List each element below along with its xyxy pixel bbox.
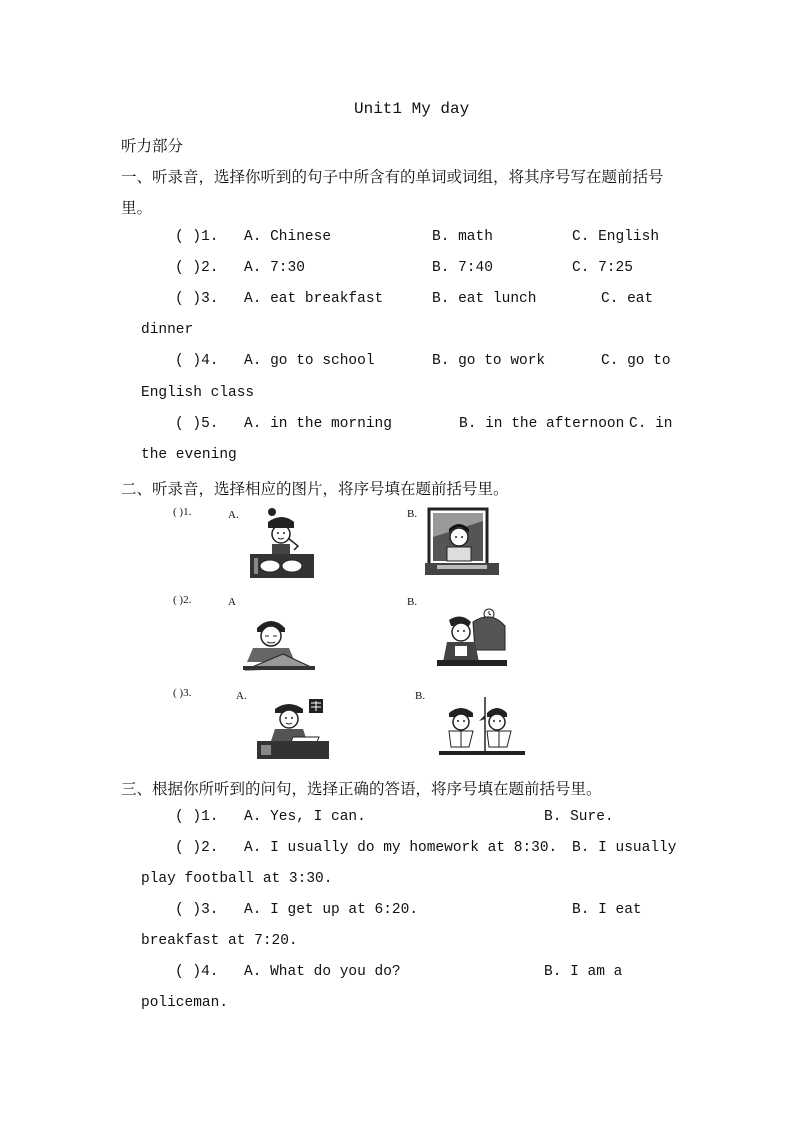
section2-instruction: 二、听录音，选择相应的图片，将序号填在题前括号里。: [121, 480, 509, 498]
s3-item3-number: ( )3.: [175, 902, 219, 918]
section1-instruction: 一、听录音，选择你听到的句子中所含有的单词或词组，将其序号写在题前括号: [121, 168, 664, 186]
s1-item1-option-c: C. English: [572, 229, 660, 245]
s2-item1-label-b: B.: [407, 508, 418, 520]
s1-item5-option-a: A. in the morning: [244, 416, 392, 432]
kids-reading-picture: [439, 695, 525, 759]
boy-at-desk-picture: [243, 614, 315, 672]
s3-item1-number: ( )1.: [175, 809, 219, 825]
s2-item1-number: ( )1.: [173, 506, 192, 518]
s1-item4-option-a: A. go to school: [244, 353, 375, 369]
listening-heading: 听力部分: [121, 137, 184, 155]
s2-item2-number: ( )2.: [173, 594, 192, 606]
s1-item1-number: ( )1.: [175, 229, 219, 245]
s3-item3-option-b: B. I eat: [572, 902, 642, 918]
s3-item4-option-b: B. I am a: [544, 964, 623, 980]
s1-item1-option-b: B. math: [432, 229, 493, 245]
page-title: Unit1 My day: [354, 100, 470, 118]
s1-item3-number: ( )3.: [175, 291, 219, 307]
boy-doing-homework-picture: [253, 697, 331, 761]
s1-item4-wrap: English class: [141, 385, 255, 401]
s2-item2-label-a: A: [228, 596, 236, 608]
s3-item3-option-a: A. I get up at 6:20.: [244, 902, 419, 918]
boy-with-clock-picture: [435, 606, 509, 670]
s2-item2-label-b: B.: [407, 596, 418, 608]
s3-item2-wrap: play football at 3:30.: [141, 871, 333, 887]
section1-instruction-cont: 里。: [121, 199, 153, 217]
s1-item2-option-c: C. 7:25: [572, 260, 633, 276]
s1-item4-option-c: C. go to: [601, 353, 671, 369]
s1-item3-wrap: dinner: [141, 322, 194, 338]
s1-item5-number: ( )5.: [175, 416, 219, 432]
s1-item4-option-b: B. go to work: [432, 353, 546, 369]
s1-item3-option-a: A. eat breakfast: [244, 291, 384, 307]
s2-item3-label-b: B.: [415, 690, 426, 702]
s3-item1-option-b: B. Sure.: [544, 809, 614, 825]
s1-item3-option-b: B. eat lunch: [432, 291, 537, 307]
s1-item5-wrap: the evening: [141, 447, 237, 463]
girl-eating-picture: [248, 508, 316, 580]
s1-item1-option-a: A. Chinese: [244, 229, 332, 245]
s2-item3-number: ( )3.: [173, 687, 192, 699]
s1-item2-option-b: B. 7:40: [432, 260, 493, 276]
s3-item2-number: ( )2.: [175, 840, 219, 856]
s2-item3-label-a: A.: [236, 690, 247, 702]
s1-item4-number: ( )4.: [175, 353, 219, 369]
s2-item1-label-a: A.: [228, 509, 239, 521]
s3-item4-option-a: A. What do you do?: [244, 964, 401, 980]
s1-item3-option-c: C. eat: [601, 291, 654, 307]
s3-item4-wrap: policeman.: [141, 995, 229, 1011]
s3-item4-number: ( )4.: [175, 964, 219, 980]
s3-item2-option-b: B. I usually: [572, 840, 677, 856]
s3-item3-wrap: breakfast at 7:20.: [141, 933, 298, 949]
s1-item2-number: ( )2.: [175, 260, 219, 276]
s1-item5-option-c: C. in: [629, 416, 673, 432]
s3-item1-option-a: A. Yes, I can.: [244, 809, 366, 825]
s1-item2-option-a: A. 7:30: [244, 260, 305, 276]
s3-item2-option-a: A. I usually do my homework at 8:30.: [244, 840, 558, 856]
s1-item5-option-b: B. in the afternoon: [459, 416, 625, 432]
girl-at-window-picture: [425, 507, 499, 577]
section3-instruction: 三、根据你所听到的问句，选择正确的答语，将序号填在题前括号里。: [121, 780, 602, 798]
